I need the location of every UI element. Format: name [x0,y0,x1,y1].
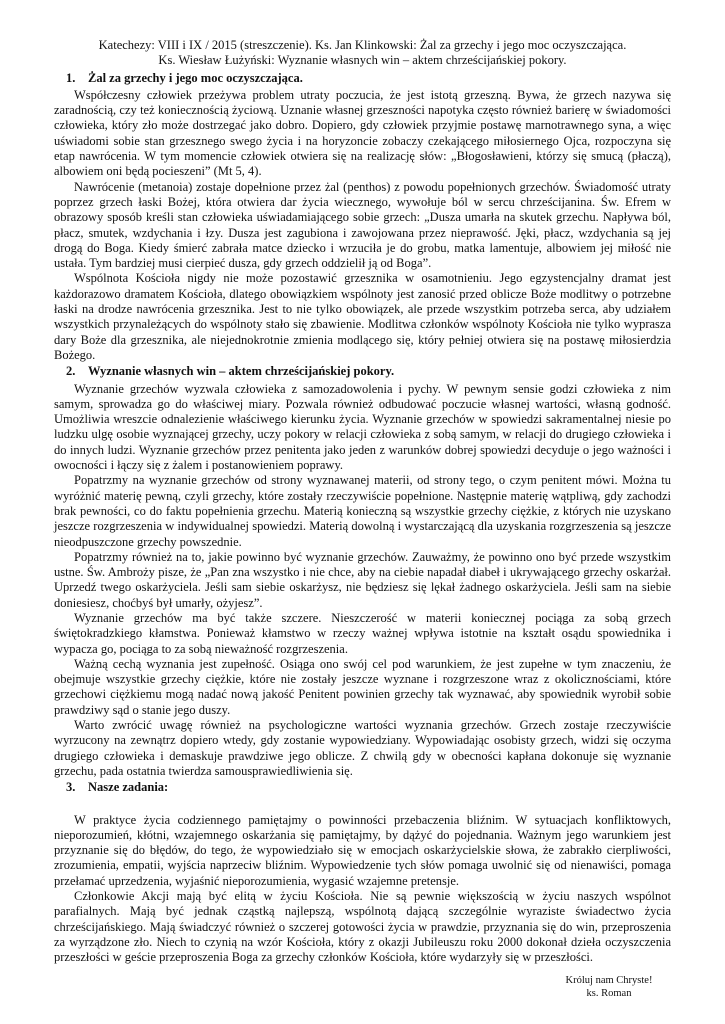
section-3 [54,780,671,965]
section-3-paragraph-1: W praktyce życia codziennego pamiętajmy o powinności przebaczenia bliźnim. W sytuacjach konfliktowych, nieporozumień, kłótni, wzajemnego oskarżania się pamiętajmy, by dążyć do pojednania. Ważnym jego warunkiem jest przyznanie się do błędów, do tego, że wypowiedziało się w emocjach oskarżycielskie słowa, że zabrakło cierpliwości, zrozumienia, empatii, wyjścia naprzeciw bliźnim. Wypowiedzenie tych słów pomaga uwolnić się od nienawiści, pomaga przełamać uprzedzenia, wyjaśnić nieporozumienia, wygasić wzajemne pretensje. [54,812,671,888]
section-2-paragraph-3: Popatrzmy również na to, jakie powinno być wyznanie grzechów. Zauważmy, że powinno ono być przede wszystkim ustne. Św. Ambroży pisze, że „Pan zna wszystko i nie chce, aby na ciebie napadał diabeł i ukrywającego grzechy oskarżał. Uprzedź twego oskarżyciela. Jeśli sam siebie oskarżysz, nie będziesz się lękał żadnego oskarżyciela. Jeśli sam na siebie doniesiesz, choćbyś był umarły, ożyjesz”. [54,549,671,610]
section-2-number: 2. [66,364,76,379]
section-3-heading [66,780,671,795]
section-2-paragraph-5: Ważną cechą wyznania jest zupełność. Osiąga ono swój cel pod warunkiem, że jest zupełne w tym znaczeniu, że obejmuje wszystkie grzechy ciężkie, które nie zostały jeszcze wyznane i rozgrzeszone wraz z okolicznościami, które grzechowi ciężkiemu mogą nadać nową jakość Penitent powinien grzechy tak wyznawać, aby spowiednik wyrobił sobie prawdziwy sąd o stanie jego duszy. [54,656,671,717]
section-3-paragraph-2: Członkowie Akcji mają być elitą w życiu Kościoła. Nie są pewnie większością w życiu naszych wspólnot parafialnych. Mają być jednak cząstką najlepszą, wspólnotą dającą szczególnie wyraziste świadectwo życia chrześcijańskiego. Mają świadczyć również o szczerej gotowości życia w prawdzie, przyznania się do win, przeproszenia za wyrządzone zło. Niech to czynią na wzór Kościoła, który z okazji Jubileuszu roku 2000 dokonał dzieła oczyszczenia przeszłości w geście przeproszenia Boga za grzechy członków Kościoła, które wydarzyły się w przeszłości. [54,889,671,965]
signature [549,974,669,1000]
section-2-title: Wyznanie własnych win – aktem chrześcijańskiej pokory. [88,364,395,379]
section-3-spacer [54,798,671,813]
section-3-title: Nasze zadania: [88,780,169,795]
section-2-paragraph-4: Wyznanie grzechów ma być także szczere. Nieszczerość w materii koniecznej pociąga za sobą grzech świętokradzkiego kłamstwa. Ponieważ kłamstwo w rzeczy ważnej wpływa istotnie na kształt osądu spowiednika i wypacza go, pociąga to za sobą nieważność rozgrzeszenia. [54,610,671,656]
section-2-heading [66,364,671,379]
section-1-number: 1. [66,70,76,85]
section-1 [54,71,671,364]
section-1-paragraph-3: Wspólnota Kościoła nigdy nie może pozostawić grzesznika w osamotnieniu. Jego egzystencjalny dramat jest każdorazowo dramatem Kościoła, dlatego obowiązkiem wspólnoty jest zanosić przed oblicze Boże modlitwy o potrzebne łaski na drodze nawrócenia grzesznika. Jest to nie tylko obowiązek, ale przede wszystkim potrzeba serca, aby udziałem wszystkich przynależących do wspólnoty stało się zbawienie. Modlitwa członków wspólnoty Kościoła nie tylko wyprasza dary Boże dla grzesznika, ale niejednokrotnie zmienia modlącego się, który pełniej otwiera się na postawę miłosierdzia Bożego. [54,271,671,362]
section-2 [54,364,671,779]
section-1-title: Żal za grzechy i jego moc oczyszczająca. [88,70,303,85]
signature-line-2: ks. Roman [586,987,632,999]
section-1-paragraph-1: Współczesny człowiek przeżywa problem utraty poczucia, że jest istotą grzeszną. Bywa, że grzech nazywa się zaradnością, czy też koniecznością życiową. Uznanie własnej grzeszności napotyka często również barierę w świadomości człowieka, który zło może dostrzegać jako dobro. Dopiero, gdy człowiek przyjmie postawę marnotrawnego syna, a więc uświadomi sobie stan grzesznego swego życia i na horyzoncie zobaczy czekającego miłosiernego Ojca, rozpoczyna się etap nawrócenia. W tym momencie człowiek otwiera się na realizację słów: „Błogosławieni, którzy się smucą (płaczą), albowiem oni będą pocieszeni” (Mt 5, 4). [54,87,671,179]
section-2-paragraph-1: Wyznanie grzechów wyzwala człowieka z samozadowolenia i pychy. W pewnym sensie godzi człowieka z nim samym, sprowadza go do właściwej miary. Pozwala również odbudować poczucie własnej wartości, własną godność. Umożliwia wreszcie odnalezienie właściwego kierunku życia. Wyznanie grzechów w spowiedzi sakramentalnej niesie po ludzku ulgę osobie wyznającej grzechy, uczy pokory w relacji człowieka z sobą samym, w relacji do drugiego człowieka i do innych ludzi. Wyznanie grzechów przez penitenta jako jeden z warunków dobrej spowiedzi decyduje o jego ważności i owocności i łączy się z żalem i postanowieniem poprawy. [54,381,671,473]
header-line-1: Katechezy: VIII i IX / 2015 (streszczenie). Ks. Jan Klinkowski: Żal za grzechy i jego moc oczyszczająca. [98,38,627,52]
section-1-paragraph-2: Nawrócenie (metanoia) zostaje dopełnione przez żal (penthos) z powodu popełnionych grzechów. Świadomość utraty poprzez grzech łaski Bożej, która otwiera dar życia wiecznego, wywołuje ból w sercu chrześcijanina. Św. Efrem w obrazowy sposób kreśli stan człowieka uświadamiającego sobie grzech: „Dusza umarła na skutek grzechu. Napływa ból, płacz, smutek, wzdychania i łzy. Dusza jest zagubiona i zawojowana przez nieprawość. Jęki, płacz, wzdychania są jej drogą do Boga. Kiedy śmierć zabrała matce dziecko i wrzuciła je do grobu, matka lamentuje, albowiem jej miłość nie ustała. Tym bardziej musi cierpieć dusza, gdy grzech oddzielił ją od Boga”. [54,179,671,271]
signature-line-1: Króluj nam Chryste! [565,974,653,986]
header-line-2: Ks. Wiesław Łużyński: Wyznanie własnych win – aktem chrześcijańskiej pokory. [158,53,567,68]
section-1-heading [66,71,671,86]
section-3-number: 3. [66,780,76,795]
document-header [54,38,671,69]
section-2-paragraph-2: Popatrzmy na wyznanie grzechów od strony wyznawanej materii, od strony tego, o czym penitent mówi. Można tu wyróżnić materię pewną, czyli grzechy, które zostały rzeczywiście popełnione. Następnie materię wątpliwą, gdy zachodzi brak pewności, co do faktu popełnienia grzechu. Materią konieczną są wszystkie grzechy ciężkie, z których nie uzyskano jeszcze rozgrzeszenia w indywidualnej spowiedzi. Materią dowolną i wystarczającą dla uzyskania rozgrzeszenia są jeszcze nieodpuszczone grzechy powszednie. [54,473,671,549]
section-2-paragraph-6: Warto zwrócić uwagę również na psychologiczne wartości wyznania grzechów. Grzech zostaje rzeczywiście wyrzucony na zewnątrz dopiero wtedy, gdy zostanie wypowiedziany. Wypowiadając osobisty grzech, widzi się oczyma drugiego człowieka i demaskuje prawdziwe jego oblicze. Z chwilą gdy w obecności kapłana dokonuje się wyznanie grzechu, pada ostatnia twierdza samousprawiedliwienia się. [54,718,671,778]
document-page [54,38,671,999]
